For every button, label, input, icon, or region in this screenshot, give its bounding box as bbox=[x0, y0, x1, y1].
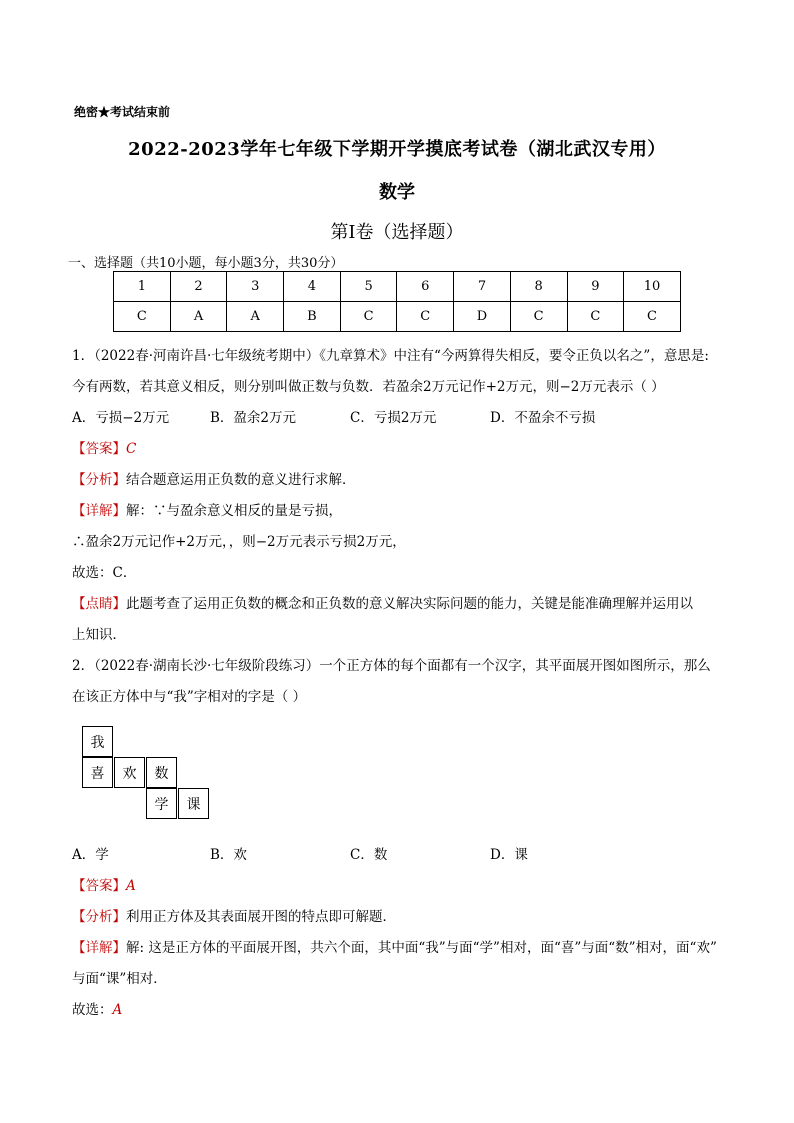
question-number-cell: 5 bbox=[340, 272, 397, 302]
question-number-cell: 10 bbox=[624, 272, 681, 302]
analysis-tag: 【分析】 bbox=[72, 909, 126, 925]
answer-cell: C bbox=[114, 302, 171, 332]
answer-cell: C bbox=[397, 302, 454, 332]
detail-text: 解：∵与盈余意义相反的量是亏损， bbox=[126, 503, 342, 519]
q1-answer bbox=[72, 437, 136, 457]
analysis-text: 利用正方体及其表面展开图的特点即可解题． bbox=[126, 909, 396, 925]
q2-detail-line2: 与面“课”相对． bbox=[72, 971, 167, 987]
q2-stem-line2: 在该正方体中与“我”字相对的字是（ ） bbox=[72, 689, 307, 705]
answer-tag: 【答案】 bbox=[72, 441, 126, 457]
question-number-cell: 6 bbox=[397, 272, 454, 302]
detail-tag: 【详解】 bbox=[72, 503, 126, 519]
q2-detail-line1 bbox=[72, 936, 717, 956]
q1-option-a: A．亏损−2万元 bbox=[72, 410, 170, 426]
q1-comment-line2: 上知识． bbox=[72, 627, 126, 643]
analysis-tag: 【分析】 bbox=[72, 472, 126, 488]
q2-stem-line1: 2．（2022春·湖南长沙·七年级阶段练习）一个正方体的每个面都有一个汉字，其平面展开图如图所示，那么 bbox=[72, 658, 711, 674]
answer-tag: 【答案】 bbox=[72, 878, 126, 894]
question-number-cell: 7 bbox=[454, 272, 511, 302]
net-face-xue: 学 bbox=[146, 788, 177, 819]
q1-option-d: D．不盈余不亏损 bbox=[490, 410, 596, 426]
q1-stem-line2: 今有两数，若其意义相反，则分别叫做正数与负数．若盈余2万元记作+2万元，则−2万元表示（ ） bbox=[72, 379, 665, 395]
question-number-cell: 4 bbox=[284, 272, 341, 302]
confidential-label: 绝密★考试结束前 bbox=[74, 105, 171, 119]
answer-table-answer-row bbox=[114, 302, 681, 332]
question-number-cell: 8 bbox=[510, 272, 567, 302]
section-heading: 一、选择题（共10小题，每小题3分，共30分） bbox=[68, 256, 344, 271]
q2-option-c: C．数 bbox=[350, 847, 388, 863]
answer-table-number-row bbox=[114, 272, 681, 302]
q2-choose bbox=[72, 998, 122, 1018]
net-face-huan: 欢 bbox=[114, 757, 145, 788]
q1-analysis bbox=[72, 468, 356, 488]
q1-option-b: B．盈余2万元 bbox=[210, 410, 297, 426]
answer-value: A bbox=[126, 878, 136, 894]
choose-value: A bbox=[112, 1002, 123, 1018]
question-number-cell: 3 bbox=[227, 272, 284, 302]
comment-tag: 【点睛】 bbox=[72, 596, 126, 612]
choose-label: 故选： bbox=[72, 1002, 113, 1018]
q1-choose: 故选：C． bbox=[72, 565, 137, 581]
comment-text: 此题考查了运用正负数的概念和正负数的意义解决实际问题的能力，关键是能准确理解并运用以 bbox=[126, 596, 693, 612]
q1-option-c: C．亏损2万元 bbox=[350, 410, 437, 426]
q2-option-d: D．课 bbox=[490, 847, 528, 863]
detail-tag: 【详解】 bbox=[72, 940, 126, 956]
detail-text: 解: 这是正方体的平面展开图，共六个面，其中面“我”与面“学”相对，面“喜”与面“数”相对，面“欢” bbox=[126, 940, 717, 956]
q2-answer bbox=[72, 874, 136, 894]
q2-option-a: A．学 bbox=[72, 847, 109, 863]
q1-comment-line1 bbox=[72, 592, 693, 612]
answer-cell: A bbox=[170, 302, 227, 332]
q2-option-b: B．欢 bbox=[210, 847, 247, 863]
exam-title: 2022-2023学年七年级下学期开学摸底考试卷（湖北武汉专用） bbox=[128, 139, 666, 160]
cube-net-figure bbox=[82, 726, 212, 820]
answer-value: C bbox=[126, 441, 137, 457]
analysis-text: 结合题意运用正负数的意义进行求解． bbox=[126, 472, 356, 488]
net-face-ke: 课 bbox=[178, 788, 209, 819]
question-number-cell: 1 bbox=[114, 272, 171, 302]
q1-detail-line1 bbox=[72, 499, 342, 519]
q2-analysis bbox=[72, 905, 396, 925]
question-number-cell: 9 bbox=[567, 272, 624, 302]
answer-cell: C bbox=[567, 302, 624, 332]
net-face-shu: 数 bbox=[146, 757, 177, 788]
answer-cell: B bbox=[284, 302, 341, 332]
subject-title: 数学 bbox=[379, 182, 415, 203]
answer-cell: C bbox=[340, 302, 397, 332]
volume-title: 第Ⅰ卷（选择题） bbox=[330, 222, 464, 243]
answer-cell: C bbox=[510, 302, 567, 332]
q1-stem-line1: 1．（2022春·河南许昌·七年级统考期中）《九章算术》中注有“今两算得失相反，要令正负以名之”，意思是: bbox=[72, 348, 709, 364]
question-number-cell: 2 bbox=[170, 272, 227, 302]
net-face-wo: 我 bbox=[82, 726, 113, 757]
q1-detail-line2: ∴盈余2万元记作+2万元，，则−2万元表示亏损2万元， bbox=[72, 534, 406, 550]
answer-table bbox=[113, 271, 681, 332]
answer-cell: C bbox=[624, 302, 681, 332]
answer-cell: D bbox=[454, 302, 511, 332]
answer-cell: A bbox=[227, 302, 284, 332]
net-face-xi: 喜 bbox=[82, 757, 113, 788]
